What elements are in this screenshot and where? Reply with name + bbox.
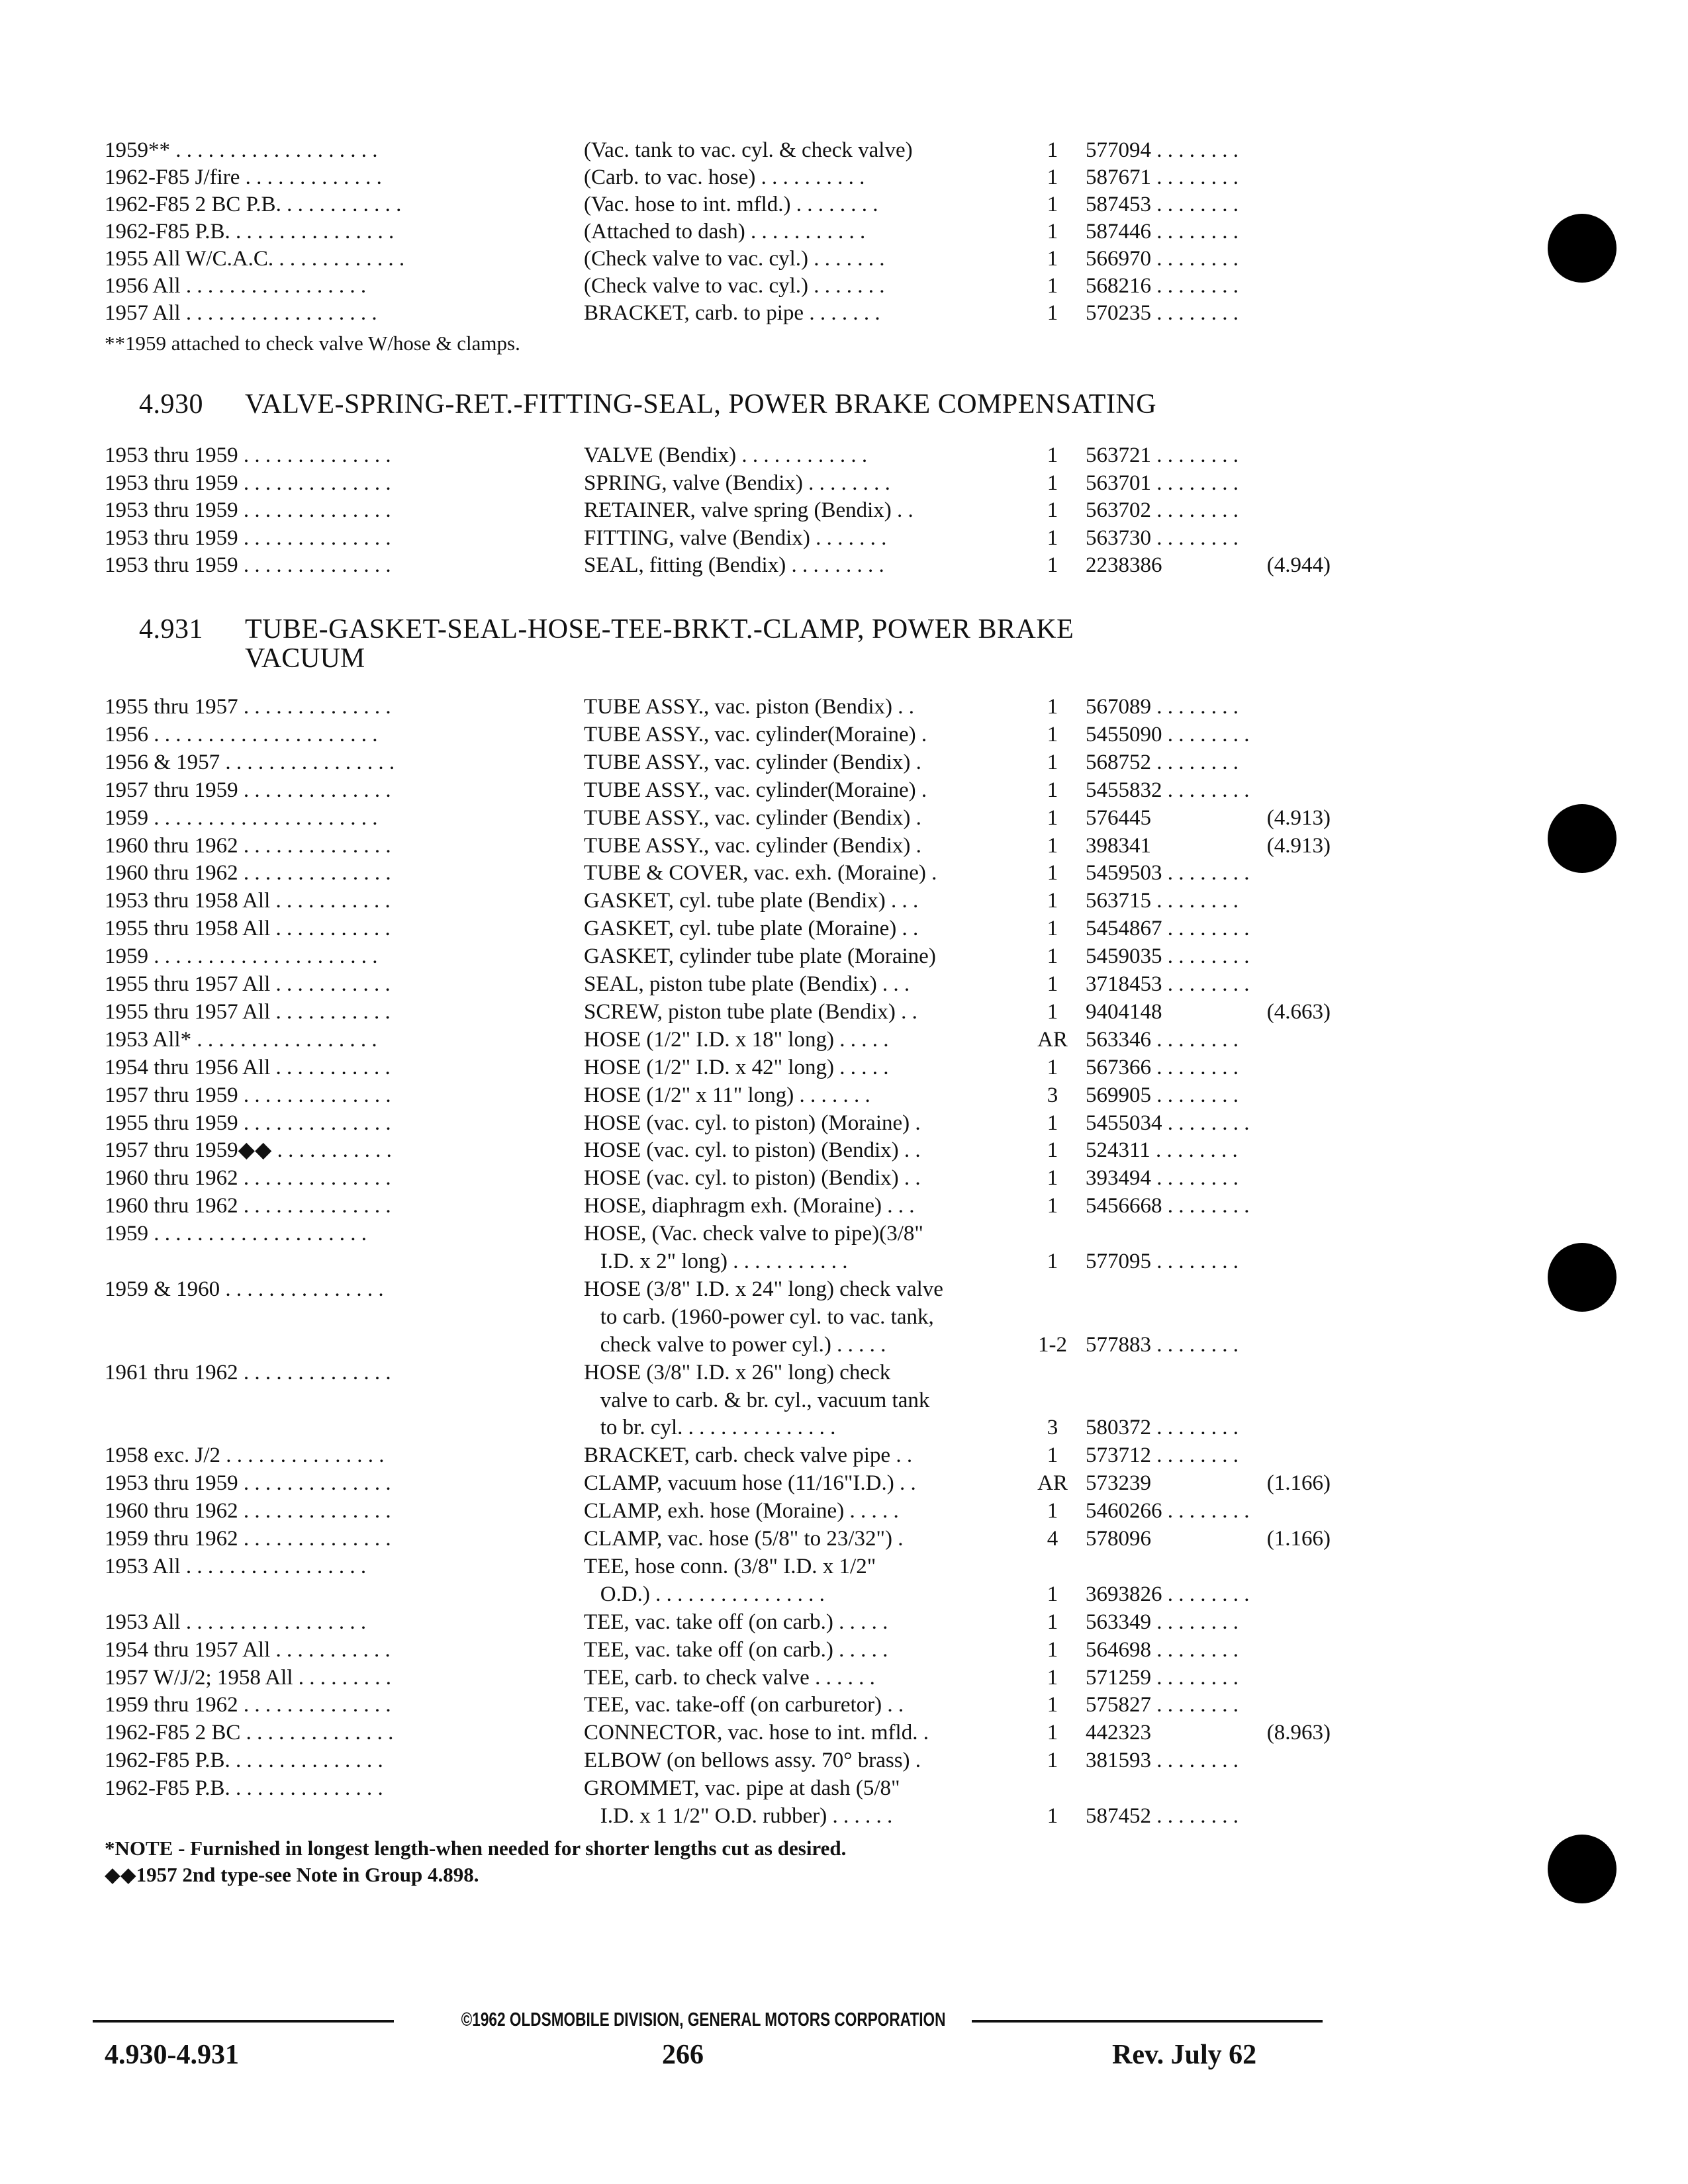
quantity: 1 <box>1047 1443 1058 1468</box>
model-year: 1953 All* . . . . . . . . . . . . . . . . . <box>105 1027 377 1052</box>
quantity: 1 <box>1047 1250 1058 1273</box>
part-description: valve to carb. & br. cyl., vacuum tank <box>584 1388 930 1412</box>
part-description: VALVE (Bendix) . . . . . . . . . . . . <box>584 443 868 467</box>
model-year: 1955 thru 1959 . . . . . . . . . . . . . . <box>105 1111 391 1135</box>
part-number: 3718453 . . . . . . . . <box>1086 972 1250 996</box>
quantity: 1 <box>1047 917 1058 941</box>
part-number: 5460266 . . . . . . . . <box>1086 1499 1250 1524</box>
part-description: TUBE ASSY., vac. cylinder (Bendix) . <box>584 750 921 774</box>
group-reference: (1.166) <box>1266 1471 1331 1496</box>
part-description: HOSE, (Vac. check valve to pipe)(3/8" <box>584 1222 923 1246</box>
part-number: 587452 . . . . . . . . <box>1086 1804 1239 1828</box>
part-number: 577883 . . . . . . . . <box>1086 1332 1239 1357</box>
part-number: 580372 . . . . . . . . <box>1086 1416 1239 1440</box>
model-year: 1953 thru 1959 . . . . . . . . . . . . . . <box>105 1471 391 1496</box>
part-number: 5456668 . . . . . . . . <box>1086 1194 1250 1218</box>
group-reference: (4.944) <box>1266 553 1331 577</box>
part-number: 563715 . . . . . . . . <box>1086 889 1239 913</box>
part-description: TUBE ASSY., vac. cylinder(Moraine) . <box>584 778 927 802</box>
model-year: 1959 . . . . . . . . . . . . . . . . . . . . . <box>105 805 378 830</box>
part-number: 587671 . . . . . . . . <box>1086 165 1239 189</box>
footer-group-range: 4.930-4.931 <box>105 2040 239 2070</box>
quantity: 1 <box>1047 498 1058 522</box>
model-year: 1956 . . . . . . . . . . . . . . . . . . . . . <box>105 722 378 747</box>
section-title: VALVE-SPRING-RET.-FITTING-SEAL, POWER BRAKE COMPENSATING <box>245 389 1157 420</box>
quantity: 3 <box>1047 1083 1058 1107</box>
part-description: BRACKET, carb. to pipe . . . . . . . <box>584 301 880 325</box>
quantity: 1 <box>1047 999 1058 1024</box>
part-number: 398341 <box>1086 833 1151 858</box>
part-description: SCREW, piston tube plate (Bendix) . . <box>584 999 917 1024</box>
model-year: 1953 All . . . . . . . . . . . . . . . . . <box>105 1554 367 1578</box>
page-number: 266 <box>662 2040 704 2070</box>
quantity: 1 <box>1047 553 1058 577</box>
quantity: 1 <box>1047 165 1058 189</box>
revision-date: Rev. July 62 <box>1112 2040 1257 2070</box>
quantity: 1 <box>1047 220 1058 244</box>
model-year: 1960 thru 1962 . . . . . . . . . . . . . . <box>105 1166 391 1191</box>
model-year: 1962-F85 P.B. . . . . . . . . . . . . . . . <box>105 220 395 244</box>
part-number: 3693826 . . . . . . . . <box>1086 1582 1250 1606</box>
part-description: check valve to power cyl.) . . . . . <box>584 1332 886 1357</box>
quantity: 1 <box>1047 1804 1058 1828</box>
part-description: TUBE & COVER, vac. exh. (Moraine) . <box>584 861 937 886</box>
part-number: 5455090 . . . . . . . . <box>1086 722 1250 747</box>
part-number: 573712 . . . . . . . . <box>1086 1443 1239 1468</box>
quantity: 1 <box>1047 778 1058 802</box>
quantity: 1 <box>1047 1194 1058 1218</box>
top-footnote: **1959 attached to check valve W/hose & clamps. <box>105 332 520 355</box>
part-description: (Carb. to vac. hose) . . . . . . . . . . <box>584 165 865 189</box>
model-year: 1959 & 1960 . . . . . . . . . . . . . . . <box>105 1277 384 1301</box>
model-year: 1954 thru 1957 All . . . . . . . . . . . <box>105 1637 391 1662</box>
model-year: 1954 thru 1956 All . . . . . . . . . . . <box>105 1055 391 1079</box>
part-number: 5459503 . . . . . . . . <box>1086 861 1250 886</box>
model-year: 1959 thru 1962 . . . . . . . . . . . . . . <box>105 1527 391 1551</box>
part-description: TEE, vac. take off (on carb.) . . . . . <box>584 1637 888 1662</box>
quantity: 1 <box>1047 1637 1058 1662</box>
part-number: 524311 . . . . . . . . <box>1086 1138 1238 1163</box>
part-description: HOSE (vac. cyl. to piston) (Bendix) . . <box>584 1166 921 1191</box>
part-description: SEAL, piston tube plate (Bendix) . . . <box>584 972 910 996</box>
model-year: 1960 thru 1962 . . . . . . . . . . . . . . <box>105 1194 391 1218</box>
model-year: 1955 All W/C.A.C. . . . . . . . . . . . . <box>105 247 405 271</box>
part-number: 575827 . . . . . . . . <box>1086 1693 1239 1717</box>
quantity: 1 <box>1047 972 1058 996</box>
quantity: AR <box>1037 1471 1068 1496</box>
part-number: 568752 . . . . . . . . <box>1086 750 1239 774</box>
model-year: 1960 thru 1962 . . . . . . . . . . . . . . <box>105 1499 391 1524</box>
part-number: 5455034 . . . . . . . . <box>1086 1111 1250 1135</box>
model-year: 1962-F85 P.B. . . . . . . . . . . . . . . <box>105 1749 383 1773</box>
part-description: TUBE ASSY., vac. cylinder (Bendix) . <box>584 833 921 858</box>
part-description: CLAMP, exh. hose (Moraine) . . . . . <box>584 1499 899 1524</box>
part-description: TUBE ASSY., vac. piston (Bendix) . . <box>584 695 914 719</box>
footer-rule-left <box>93 2020 394 2023</box>
part-description: GASKET, cylinder tube plate (Moraine) <box>584 944 936 969</box>
part-description: HOSE, diaphragm exh. (Moraine) . . . <box>584 1194 915 1218</box>
part-number: 577094 . . . . . . . . <box>1086 138 1239 162</box>
part-description: (Vac. tank to vac. cyl. & check valve) <box>584 138 913 162</box>
part-description: HOSE (1/2" I.D. x 18" long) . . . . . <box>584 1027 889 1052</box>
model-year: 1957 W/J/2; 1958 All . . . . . . . . . <box>105 1665 391 1690</box>
part-description: FITTING, valve (Bendix) . . . . . . . <box>584 525 887 550</box>
quantity: 1 <box>1047 1582 1058 1606</box>
quantity: 1 <box>1047 301 1058 325</box>
part-number: 381593 . . . . . . . . <box>1086 1749 1239 1773</box>
part-description: HOSE (1/2" I.D. x 42" long) . . . . . <box>584 1055 889 1079</box>
footer-copyright: ©1962 OLDSMOBILE DIVISION, GENERAL MOTORS CORPORATION <box>461 2009 946 2030</box>
group-reference: (4.913) <box>1266 833 1331 858</box>
model-year: 1957 thru 1959 . . . . . . . . . . . . . . <box>105 1083 391 1107</box>
part-number: 5459035 . . . . . . . . <box>1086 944 1250 969</box>
part-number: 566970 . . . . . . . . <box>1086 247 1239 271</box>
model-year: 1956 & 1957 . . . . . . . . . . . . . . . . <box>105 750 395 774</box>
model-year: 1956 All . . . . . . . . . . . . . . . . . <box>105 274 367 298</box>
quantity: 1 <box>1047 1166 1058 1191</box>
part-description: HOSE (1/2" x 11" long) . . . . . . . <box>584 1083 870 1107</box>
part-number: 587446 . . . . . . . . <box>1086 220 1239 244</box>
part-description: TEE, hose conn. (3/8" I.D. x 1/2" <box>584 1554 876 1578</box>
part-number: 567089 . . . . . . . . <box>1086 695 1239 719</box>
model-year: 1953 thru 1959 . . . . . . . . . . . . . . <box>105 498 391 522</box>
part-description: TUBE ASSY., vac. cylinder(Moraine) . <box>584 722 927 747</box>
footer-rule-right <box>972 2020 1323 2023</box>
part-number: 576445 <box>1086 805 1151 830</box>
part-number: 563721 . . . . . . . . <box>1086 443 1239 467</box>
model-year: 1960 thru 1962 . . . . . . . . . . . . . . <box>105 833 391 858</box>
part-number: 5454867 . . . . . . . . <box>1086 917 1250 941</box>
model-year: 1959 . . . . . . . . . . . . . . . . . . . . <box>105 1222 367 1246</box>
model-year: 1953 thru 1958 All . . . . . . . . . . . <box>105 889 391 913</box>
part-description: (Vac. hose to int. mfld.) . . . . . . . . <box>584 193 878 216</box>
quantity: 1 <box>1047 1138 1058 1163</box>
part-description: GASKET, cyl. tube plate (Bendix) . . . <box>584 889 919 913</box>
quantity: 1 <box>1047 695 1058 719</box>
quantity: 1 <box>1047 944 1058 969</box>
part-number: 567366 . . . . . . . . <box>1086 1055 1239 1079</box>
model-year: 1953 thru 1959 . . . . . . . . . . . . . . <box>105 553 391 577</box>
part-number: 570235 . . . . . . . . <box>1086 301 1239 325</box>
section-note-2: ◆◆1957 2nd type-see Note in Group 4.898. <box>105 1863 479 1886</box>
binder-hole-icon <box>1548 214 1617 283</box>
quantity: 1 <box>1047 1693 1058 1717</box>
quantity: 1-2 <box>1038 1332 1067 1357</box>
part-number: 393494 . . . . . . . . <box>1086 1166 1239 1191</box>
model-year: 1953 thru 1959 . . . . . . . . . . . . . . <box>105 443 391 467</box>
model-year: 1961 thru 1962 . . . . . . . . . . . . . . <box>105 1360 391 1385</box>
quantity: 1 <box>1047 1610 1058 1634</box>
model-year: 1957 thru 1959◆◆ . . . . . . . . . . . <box>105 1138 392 1163</box>
quantity: 1 <box>1047 1499 1058 1524</box>
part-number: 563702 . . . . . . . . <box>1086 498 1239 522</box>
binder-hole-icon <box>1548 1835 1617 1903</box>
part-description: to carb. (1960-power cyl. to vac. tank, <box>584 1304 934 1329</box>
quantity: 1 <box>1047 1749 1058 1773</box>
model-year: 1958 exc. J/2 . . . . . . . . . . . . . . . <box>105 1443 385 1468</box>
quantity: 1 <box>1047 471 1058 495</box>
part-number: 442323 <box>1086 1721 1151 1745</box>
part-number: 563730 . . . . . . . . <box>1086 525 1239 550</box>
model-year: 1955 thru 1957 All . . . . . . . . . . . <box>105 999 391 1024</box>
part-description: HOSE (3/8" I.D. x 24" long) check valve <box>584 1277 943 1301</box>
part-description: BRACKET, carb. check valve pipe . . <box>584 1443 913 1468</box>
part-description: TEE, vac. take-off (on carburetor) . . <box>584 1693 904 1717</box>
quantity: 1 <box>1047 193 1058 216</box>
part-number: 578096 <box>1086 1527 1151 1551</box>
part-description: HOSE (vac. cyl. to piston) (Bendix) . . <box>584 1138 921 1163</box>
part-number: 569905 . . . . . . . . <box>1086 1083 1239 1107</box>
model-year: 1955 thru 1958 All . . . . . . . . . . . <box>105 917 391 941</box>
quantity: 1 <box>1047 1665 1058 1690</box>
quantity: AR <box>1037 1027 1068 1052</box>
model-year: 1959 thru 1962 . . . . . . . . . . . . . . <box>105 1693 391 1717</box>
quantity: 3 <box>1047 1416 1058 1440</box>
part-description: GASKET, cyl. tube plate (Moraine) . . <box>584 917 919 941</box>
model-year: 1962-F85 P.B. . . . . . . . . . . . . . . <box>105 1776 383 1801</box>
quantity: 1 <box>1047 525 1058 550</box>
part-description: HOSE (vac. cyl. to piston) (Moraine) . <box>584 1111 921 1135</box>
quantity: 1 <box>1047 861 1058 886</box>
section-note-1: *NOTE - Furnished in longest length-when needed for shorter lengths cut as desired. <box>105 1837 847 1860</box>
binder-hole-icon <box>1548 804 1617 873</box>
part-description: (Check valve to vac. cyl.) . . . . . . . <box>584 274 885 298</box>
quantity: 1 <box>1047 1721 1058 1745</box>
part-number: 587453 . . . . . . . . <box>1086 193 1239 216</box>
section-4931-heading <box>139 614 1074 645</box>
part-number: 9404148 <box>1086 999 1162 1024</box>
section-title: TUBE-GASKET-SEAL-HOSE-TEE-BRKT.-CLAMP, POWER BRAKE <box>245 614 1074 645</box>
section-number: 4.931 <box>139 614 203 645</box>
part-description: CLAMP, vacuum hose (11/16"I.D.) . . <box>584 1471 916 1496</box>
quantity: 1 <box>1047 274 1058 298</box>
model-year: 1953 All . . . . . . . . . . . . . . . . . <box>105 1610 367 1634</box>
part-description: TEE, carb. to check valve . . . . . . <box>584 1665 875 1690</box>
part-description: HOSE (3/8" I.D. x 26" long) check <box>584 1360 891 1385</box>
part-number: 577095 . . . . . . . . <box>1086 1250 1239 1273</box>
part-description: RETAINER, valve spring (Bendix) . . <box>584 498 914 522</box>
part-description: I.D. x 1 1/2" O.D. rubber) . . . . . . <box>584 1804 893 1828</box>
part-description: to br. cyl. . . . . . . . . . . . . . . <box>584 1416 836 1440</box>
part-description: (Attached to dash) . . . . . . . . . . . <box>584 220 866 244</box>
quantity: 1 <box>1047 138 1058 162</box>
part-description: (Check valve to vac. cyl.) . . . . . . . <box>584 247 885 271</box>
model-year: 1957 thru 1959 . . . . . . . . . . . . . . <box>105 778 391 802</box>
quantity: 1 <box>1047 247 1058 271</box>
quantity: 1 <box>1047 833 1058 858</box>
section-4930-heading <box>139 389 1156 420</box>
section-number: 4.930 <box>139 389 203 420</box>
group-reference: (4.663) <box>1266 999 1331 1024</box>
model-year: 1955 thru 1957 All . . . . . . . . . . . <box>105 972 391 996</box>
group-reference: (4.913) <box>1266 805 1331 830</box>
part-description: ELBOW (on bellows assy. 70° brass) . <box>584 1749 921 1773</box>
part-number: 563346 . . . . . . . . <box>1086 1027 1239 1052</box>
part-description: SPRING, valve (Bendix) . . . . . . . . <box>584 471 890 495</box>
quantity: 4 <box>1047 1527 1058 1551</box>
model-year: 1962-F85 J/fire . . . . . . . . . . . . . <box>105 165 382 189</box>
part-description: GROMMET, vac. pipe at dash (5/8" <box>584 1776 900 1801</box>
group-reference: (1.166) <box>1266 1527 1331 1551</box>
section-title-line2: VACUUM <box>245 643 365 674</box>
quantity: 1 <box>1047 1055 1058 1079</box>
model-year: 1959** . . . . . . . . . . . . . . . . . . . <box>105 138 378 162</box>
quantity: 1 <box>1047 805 1058 830</box>
part-description: I.D. x 2" long) . . . . . . . . . . . <box>584 1250 848 1273</box>
model-year: 1955 thru 1957 . . . . . . . . . . . . . . <box>105 695 391 719</box>
part-number: 571259 . . . . . . . . <box>1086 1665 1239 1690</box>
model-year: 1962-F85 2 BC P.B. . . . . . . . . . . . <box>105 193 402 216</box>
part-number: 563349 . . . . . . . . <box>1086 1610 1239 1634</box>
part-description: TEE, vac. take off (on carb.) . . . . . <box>584 1610 888 1634</box>
part-description: O.D.) . . . . . . . . . . . . . . . . <box>584 1582 825 1606</box>
part-number: 2238386 <box>1086 553 1162 577</box>
quantity: 1 <box>1047 1111 1058 1135</box>
part-description: CLAMP, vac. hose (5/8" to 23/32") . <box>584 1527 904 1551</box>
model-year: 1953 thru 1959 . . . . . . . . . . . . . . <box>105 525 391 550</box>
quantity: 1 <box>1047 722 1058 747</box>
model-year: 1962-F85 2 BC . . . . . . . . . . . . . . <box>105 1721 394 1745</box>
model-year: 1960 thru 1962 . . . . . . . . . . . . . . <box>105 861 391 886</box>
quantity: 1 <box>1047 750 1058 774</box>
model-year: 1959 . . . . . . . . . . . . . . . . . . . . . <box>105 944 378 969</box>
part-number: 5455832 . . . . . . . . <box>1086 778 1250 802</box>
part-number: 573239 <box>1086 1471 1151 1496</box>
part-number: 563701 . . . . . . . . <box>1086 471 1239 495</box>
part-description: TUBE ASSY., vac. cylinder (Bendix) . <box>584 805 921 830</box>
quantity: 1 <box>1047 889 1058 913</box>
part-number: 564698 . . . . . . . . <box>1086 1637 1239 1662</box>
model-year: 1953 thru 1959 . . . . . . . . . . . . . . <box>105 471 391 495</box>
part-number: 568216 . . . . . . . . <box>1086 274 1239 298</box>
group-reference: (8.963) <box>1266 1721 1331 1745</box>
binder-hole-icon <box>1548 1243 1617 1312</box>
part-description: SEAL, fitting (Bendix) . . . . . . . . . <box>584 553 884 577</box>
quantity: 1 <box>1047 443 1058 467</box>
model-year: 1957 All . . . . . . . . . . . . . . . . . . <box>105 301 377 325</box>
part-description: CONNECTOR, vac. hose to int. mfld. . <box>584 1721 929 1745</box>
